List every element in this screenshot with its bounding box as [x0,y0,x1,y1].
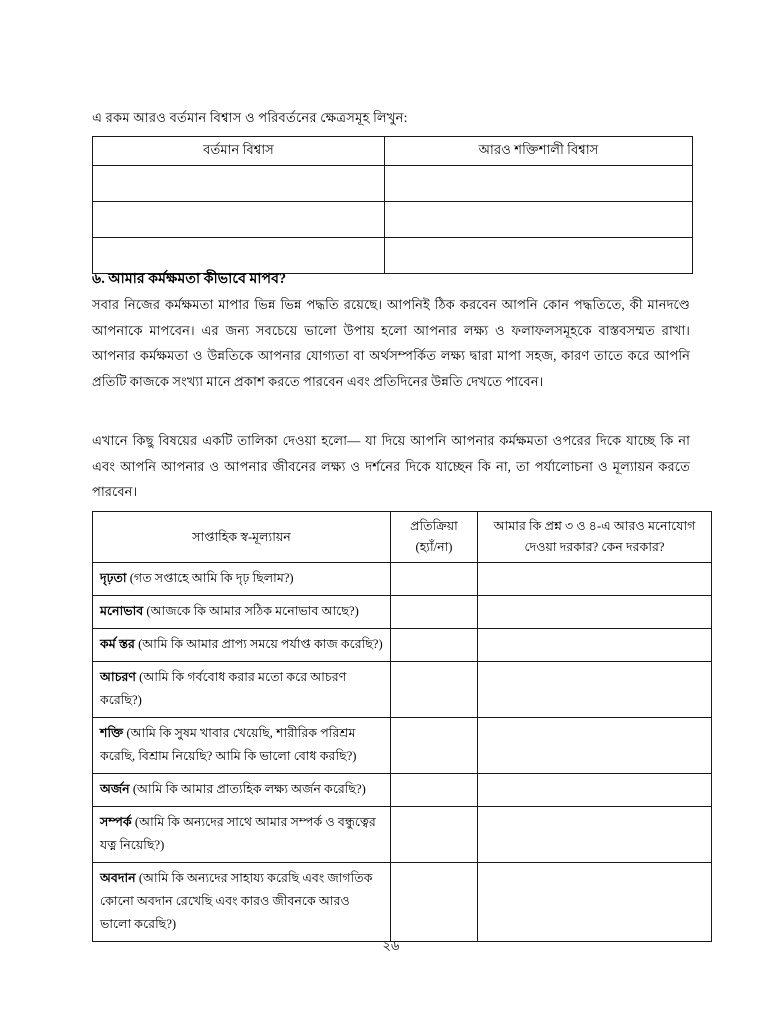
assessment-response-cell[interactable] [391,718,478,774]
beliefs-cell-stronger-1[interactable] [385,166,693,202]
assessment-item-term: শক্তি [100,726,124,740]
assessment-item-attitude [93,596,391,629]
assessment-response-cell[interactable] [391,629,478,662]
table-row [93,863,712,942]
assessment-note-cell[interactable] [478,718,712,774]
table-row [93,202,693,238]
assessment-item-term: দৃঢ়তা [100,571,127,585]
assessment-header-response-line2: (হ্যাঁ/না) [415,540,453,554]
assessment-item-question: (আমি কি অন্যদের সাহায্য করেছি এবং জাগতিক কোনো অবদান রেখেছি এবং কারও জীবনকে আরও ভালো করেছি?) [100,871,373,931]
assessment-header-item: সাপ্তাহিক স্ব-মূল্যায়ন [93,512,391,563]
assessment-item-relationship [93,807,391,863]
assessment-item-term: কর্ম স্তর [100,637,135,651]
assessment-response-cell[interactable] [391,662,478,718]
beliefs-cell-current-2[interactable] [93,202,385,238]
table-row [93,662,712,718]
assessment-item-term: আচরণ [100,670,137,684]
assessment-item-term: সম্পর্ক [100,815,132,829]
assessment-item-question: (আজকে কি আমার সঠিক মনোভাব আছে?) [143,604,359,618]
page-number: ২৬ [382,938,400,953]
beliefs-cell-current-1[interactable] [93,166,385,202]
assessment-header-note-line2: দেওয়া দরকার? কেন দরকার? [524,540,665,554]
assessment-note-cell[interactable] [478,774,712,807]
section-heading: ৬. আমার কর্মক্ষমতা কীভাবে মাপব? [92,271,287,287]
assessment-item-question: (আমি কি গর্ববোধ করার মতো করে আচরণ করেছি?) [100,670,347,707]
assessment-header-row [93,512,712,563]
assessment-response-cell[interactable] [391,863,478,942]
table-row [93,807,712,863]
assessment-response-cell[interactable] [391,807,478,863]
table-row [93,563,712,596]
assessment-header-response-line1: প্রতিক্রিয়া [410,519,458,533]
assessment-item-activity-level [93,629,391,662]
table-row [93,629,712,662]
assessment-item-energy [93,718,391,774]
assessment-header-note [478,512,712,563]
body-paragraph-1: সবার নিজের কর্মক্ষমতা মাপার ভিন্ন ভিন্ন পদ্ধতি রয়েছে। আপনিই ঠিক করবেন আপনি কোন পদ্ধতিতে, কী মানদণ্ডে আপনাকে মাপবেন। এর জন্য সবচেয়ে ভালো উপায় হলো আপনার লক্ষ্য ও ফলাফলসমূহকে বাস্তবসম্মত রাখা। আপনার কর্মক্ষমতা ও উন্নতিকে আপনার যোগ্যতা বা অর্থসম্পর্কিত লক্ষ্য দ্বারা মাপা সহজ, কারণ তাতে করে আপনি প্রতিটি কাজকে সংখ্যা মানে প্রকাশ করতে পারবেন এবং প্রতিদিনের উন্নতি দেখতে পাবেন। [92,297,690,389]
table-row [93,166,693,202]
assessment-response-cell[interactable] [391,774,478,807]
assessment-note-cell[interactable] [478,863,712,942]
beliefs-table-prompt: এ রকম আরও বর্তমান বিশ্বাস ও পরিবর্তনের ক্ষেত্রসমূহ লিখুন: [92,110,408,125]
assessment-item-question: (গত সপ্তাহে আমি কি দৃঢ় ছিলাম?) [126,571,294,585]
assessment-item-behaviour [93,662,391,718]
beliefs-header-current: বর্তমান বিশ্বাস [93,137,385,166]
table-row [93,596,712,629]
body-paragraph-2: এখানে কিছু বিষয়ের একটি তালিকা দেওয়া হলো— যা দিয়ে আপনি আপনার কর্মক্ষমতা ওপরের দিকে যাচ্ছে কি না এবং আপনি আপনার ও আপনার জীবনের লক্ষ্য ও দর্শনের দিকে যাচ্ছেন কি না, তা পর্যালোচনা ও মূল্যায়ন করতে পারবেন। [92,433,690,500]
assessment-item-determination [93,563,391,596]
table-row [93,718,712,774]
assessment-item-question: (আমি কি সুষম খাবার খেয়েছি, শারীরিক পরিশ্রম করেছি, বিশ্রাম নিয়েছি? আমি কি ভালো বোধ করছি?) [100,726,357,763]
assessment-header-note-line1: আমার কি প্রশ্ন ৩ ও ৪-এ আরও মনোযোগ [493,519,696,533]
assessment-item-contribution [93,863,391,942]
assessment-item-term: অবদান [100,871,136,885]
table-row [93,774,712,807]
assessment-item-term: অর্জন [100,782,130,796]
beliefs-cell-stronger-2[interactable] [385,202,693,238]
beliefs-header-stronger: আরও শক্তিশালী বিশ্বাস [385,137,693,166]
assessment-item-question: (আমি কি অন্যদের সাথে আমার সম্পর্ক ও বন্ধুত্বের যত্ন নিয়েছি?) [100,815,376,852]
assessment-note-cell[interactable] [478,807,712,863]
self-assessment-table [92,511,712,942]
beliefs-cell-stronger-3[interactable] [385,238,693,274]
assessment-header-response [391,512,478,563]
assessment-note-cell[interactable] [478,563,712,596]
assessment-note-cell[interactable] [478,662,712,718]
assessment-item-question: (আমি কি আমার প্রাপ্য সময়ে পর্যাপ্ত কাজ করেছি?) [134,637,383,651]
beliefs-table-header-row [93,137,693,166]
assessment-response-cell[interactable] [391,596,478,629]
assessment-response-cell[interactable] [391,563,478,596]
beliefs-table [92,136,693,274]
assessment-note-cell[interactable] [478,629,712,662]
assessment-item-term: মনোভাব [100,604,144,618]
assessment-item-achievement [93,774,391,807]
assessment-item-question: (আমি কি আমার প্রাত্যহিক লক্ষ্য অর্জন করেছি?) [129,782,366,796]
assessment-note-cell[interactable] [478,596,712,629]
